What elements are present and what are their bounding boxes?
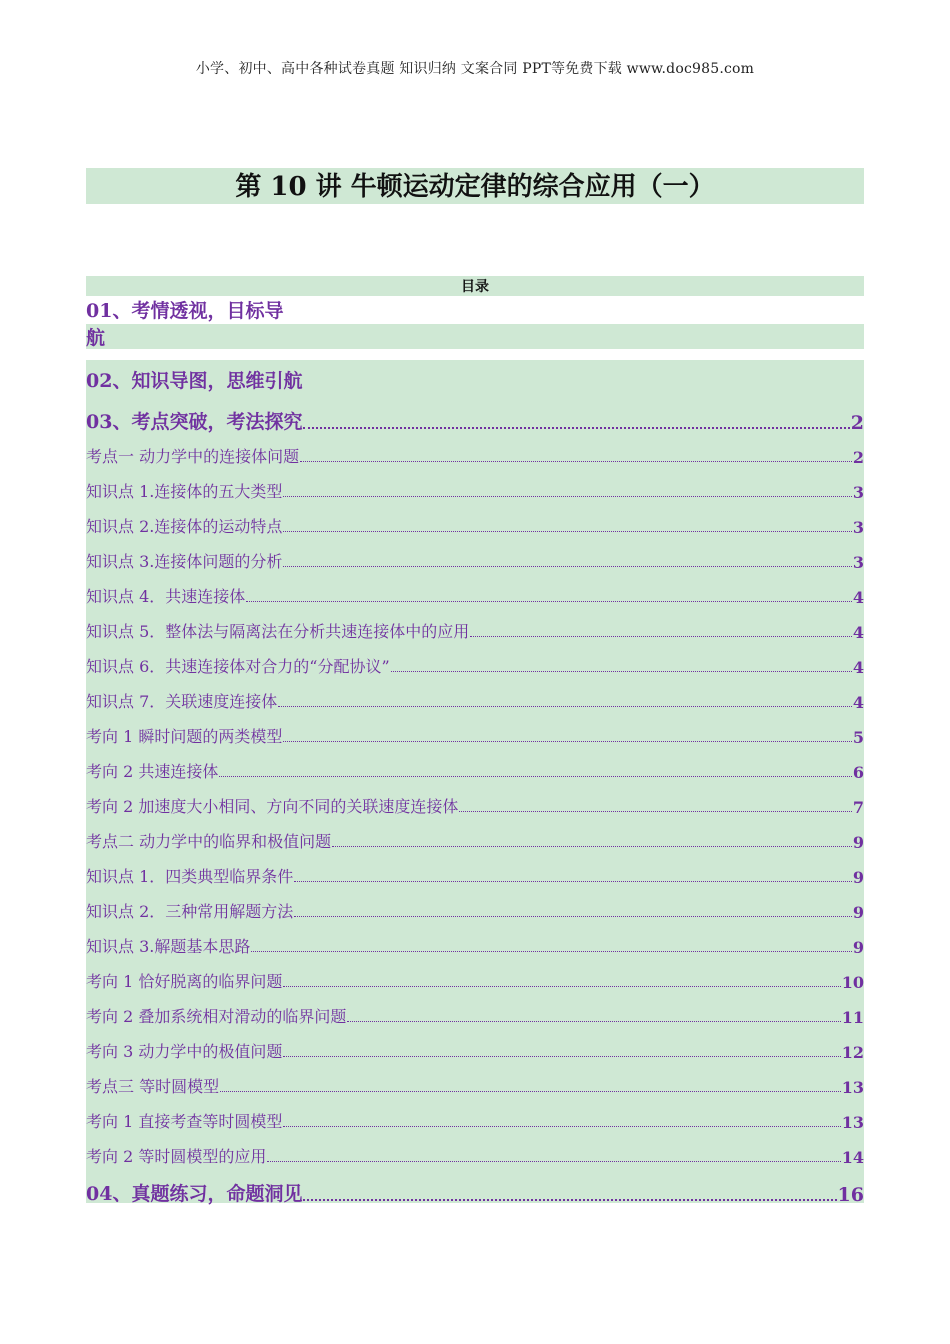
dot-leader <box>303 1199 836 1201</box>
dot-leader <box>283 566 852 567</box>
toc-entry[interactable]: 知识点 7．关联速度连接体 4 <box>86 692 864 712</box>
toc-entry[interactable]: 知识点 1.连接体的五大类型 3 <box>86 482 864 502</box>
dot-leader <box>283 1056 840 1057</box>
toc-entry[interactable]: 03、考点突破，考法探究 2 <box>86 411 864 434</box>
page-header: 小学、初中、高中各种试卷真题 知识归纳 文案合同 PPT等免费下载 www.doc985.com <box>195 61 755 77</box>
toc-section-02[interactable]: 02、知识导图，思维引航 <box>86 370 303 392</box>
page-title: 第 10 讲 牛顿运动定律的综合应用（一） <box>235 172 715 202</box>
toc-entry[interactable]: 考向 2 共速连接体 6 <box>86 762 864 782</box>
toc-entry[interactable]: 考向 1 恰好脱离的临界问题 10 <box>86 972 864 992</box>
toc-entry[interactable]: 考向 3 动力学中的极值问题 12 <box>86 1042 864 1062</box>
toc-entry[interactable]: 知识点 5．整体法与隔离法在分析共速连接体中的应用 4 <box>86 622 864 642</box>
dot-leader <box>391 671 852 672</box>
title-bar <box>86 168 864 204</box>
dot-leader <box>470 636 852 637</box>
dot-leader <box>459 811 852 812</box>
dot-leader <box>303 427 849 429</box>
dot-leader <box>347 1021 840 1022</box>
dot-leader <box>283 1126 840 1127</box>
dot-leader <box>251 951 852 952</box>
dot-leader <box>300 461 852 462</box>
dot-leader <box>283 741 852 742</box>
toc-title: 目录 <box>86 276 864 296</box>
dot-leader <box>283 531 852 532</box>
dot-leader <box>283 986 840 987</box>
toc-entry[interactable]: 知识点 2.连接体的运动特点 3 <box>86 517 864 537</box>
dot-leader <box>219 776 852 777</box>
toc-entry[interactable]: 考向 2 叠加系统相对滑动的临界问题 11 <box>86 1007 864 1027</box>
toc-entry[interactable]: 考向 1 直接考查等时圆模型 13 <box>86 1112 864 1132</box>
toc-entry[interactable]: 考点一 动力学中的连接体问题 2 <box>86 447 864 467</box>
dot-leader <box>220 1091 841 1092</box>
toc-entry[interactable]: 考点三 等时圆模型 13 <box>86 1077 864 1097</box>
dot-leader <box>267 1161 840 1162</box>
dot-leader <box>294 881 852 882</box>
toc-section-01-line1[interactable]: 01、考情透视，目标导 <box>86 300 284 322</box>
toc-entry[interactable]: 知识点 3.连接体问题的分析 3 <box>86 552 864 572</box>
toc-entry[interactable]: 考向 2 加速度大小相同、方向不同的关联速度连接体 7 <box>86 797 864 817</box>
toc-entry[interactable]: 知识点 6．共速连接体对合力的“分配协议” 4 <box>86 657 864 677</box>
toc-entry[interactable]: 知识点 2．三种常用解题方法 9 <box>86 902 864 922</box>
dot-leader <box>294 916 852 917</box>
toc-entry[interactable]: 知识点 1．四类典型临界条件 9 <box>86 867 864 887</box>
dot-leader <box>283 496 852 497</box>
toc-entry[interactable]: 考向 2 等时圆模型的应用 14 <box>86 1147 864 1167</box>
toc-entry[interactable]: 考向 1 瞬时问题的两类模型 5 <box>86 727 864 747</box>
dot-leader <box>332 846 852 847</box>
toc-entry[interactable]: 04、真题练习，命题洞见 16 <box>86 1183 864 1206</box>
toc-entry[interactable]: 考点二 动力学中的临界和极值问题 9 <box>86 832 864 852</box>
dot-leader <box>278 706 852 707</box>
dot-leader <box>246 601 852 602</box>
toc-section-01-line2[interactable]: 航 <box>86 324 864 349</box>
toc-entry[interactable]: 知识点 4．共速连接体 4 <box>86 587 864 607</box>
toc-entry[interactable]: 知识点 3.解题基本思路 9 <box>86 937 864 957</box>
